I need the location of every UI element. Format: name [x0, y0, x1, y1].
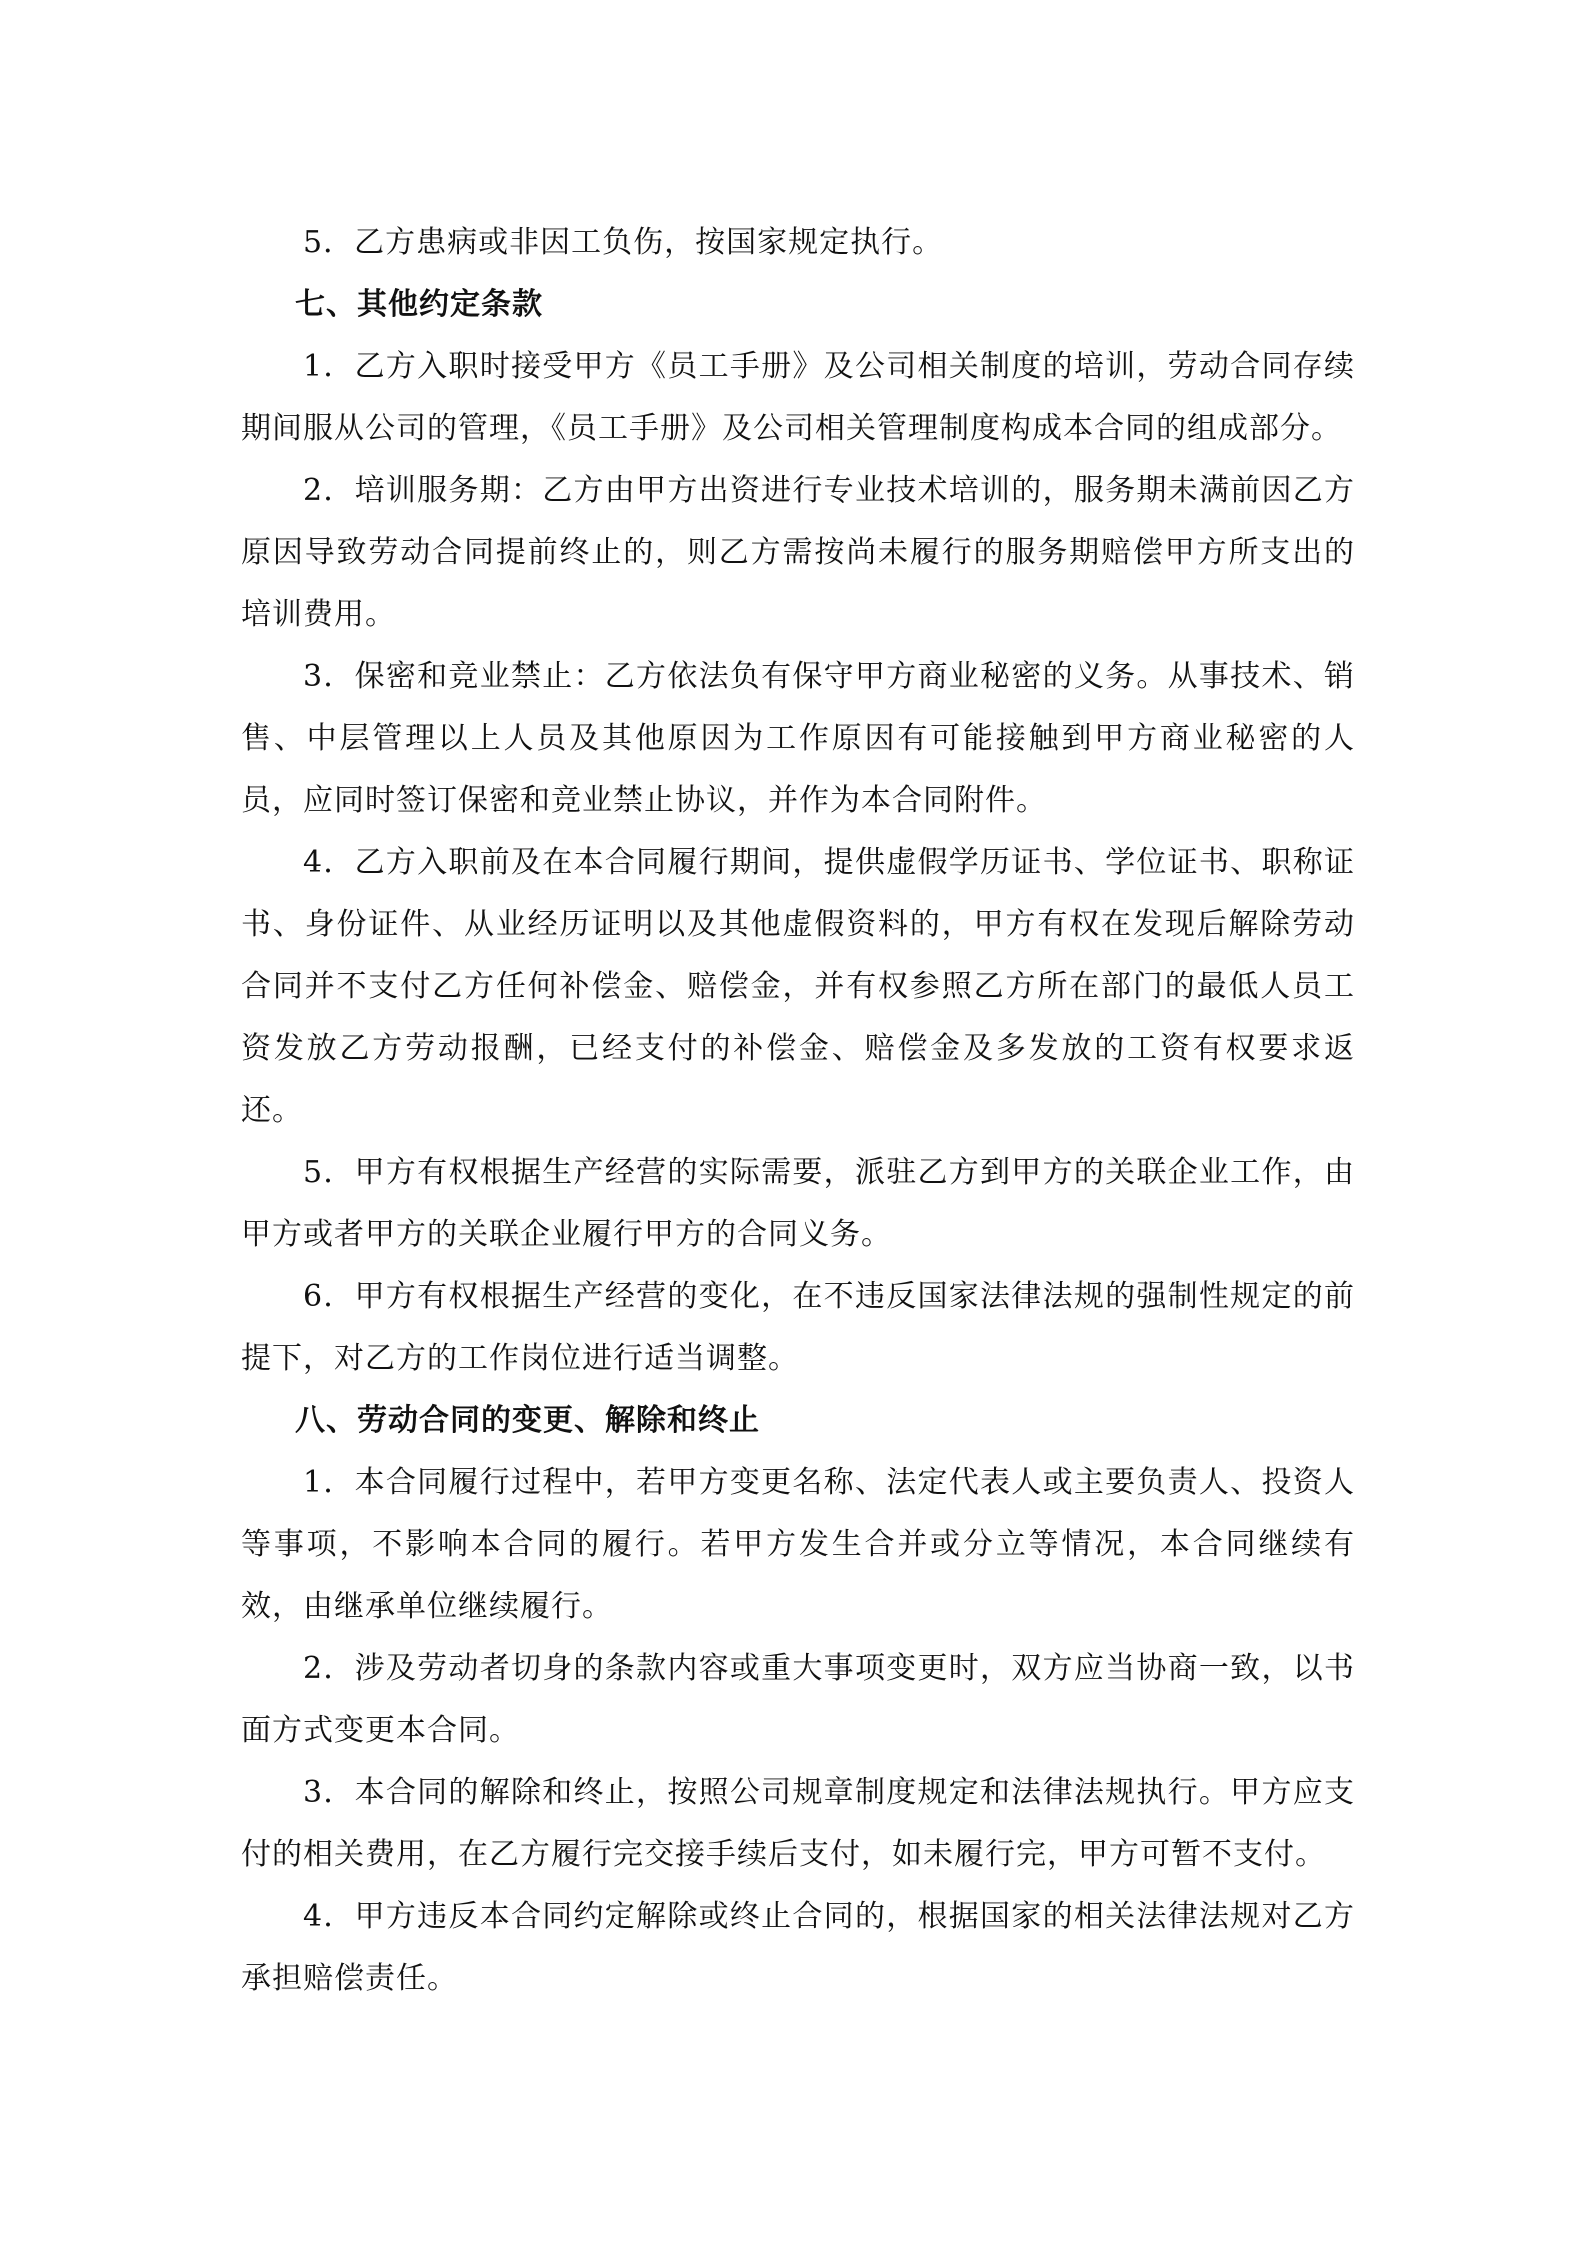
- paragraph-8-2: 2．涉及劳动者切身的条款内容或重大事项变更时，双方应当协商一致，以书面方式变更本合同。: [241, 1651, 1355, 1748]
- paragraph-8-4: 4．甲方违反本合同约定解除或终止合同的，根据国家的相关法律法规对乙方承担赔偿责任。: [241, 1899, 1355, 1996]
- section-heading-8: 八、劳动合同的变更、解除和终止: [295, 1403, 760, 1438]
- section-heading-7: 七、其他约定条款: [295, 287, 543, 322]
- paragraph-7-2: 2．培训服务期：乙方由甲方出资进行专业技术培训的，服务期未满前因乙方原因导致劳动合同提前终止的，则乙方需按尚未履行的服务期赔偿甲方所支出的培训费用。: [241, 473, 1355, 632]
- document-body: [241, 212, 1355, 2010]
- paragraph-6-5: 5．乙方患病或非因工负伤，按国家规定执行。: [303, 225, 944, 260]
- paragraph-7-1: 1．乙方入职时接受甲方《员工手册》及公司相关制度的培训，劳动合同存续期间服从公司的管理，《员工手册》及公司相关管理制度构成本合同的组成部分。: [241, 349, 1355, 446]
- paragraph-8-3: 3．本合同的解除和终止，按照公司规章制度规定和法律法规执行。甲方应支付的相关费用，在乙方履行完交接手续后支付，如未履行完，甲方可暂不支付。: [241, 1775, 1355, 1872]
- paragraph-7-6: 6．甲方有权根据生产经营的变化，在不违反国家法律法规的强制性规定的前提下，对乙方的工作岗位进行适当调整。: [241, 1279, 1355, 1376]
- paragraph-8-1: 1．本合同履行过程中，若甲方变更名称、法定代表人或主要负责人、投资人等事项，不影响本合同的履行。若甲方发生合并或分立等情况，本合同继续有效，由继承单位继续履行。: [241, 1465, 1355, 1624]
- paragraph-7-5: 5．甲方有权根据生产经营的实际需要，派驻乙方到甲方的关联企业工作，由甲方或者甲方的关联企业履行甲方的合同义务。: [241, 1155, 1355, 1252]
- paragraph-7-3: 3．保密和竞业禁止：乙方依法负有保守甲方商业秘密的义务。从事技术、销售、中层管理以上人员及其他原因为工作原因有可能接触到甲方商业秘密的人员，应同时签订保密和竞业禁止协议，并作为本合同附件。: [241, 659, 1355, 818]
- paragraph-7-4: 4．乙方入职前及在本合同履行期间，提供虚假学历证书、学位证书、职称证书、身份证件、从业经历证明以及其他虚假资料的，甲方有权在发现后解除劳动合同并不支付乙方任何补偿金、赔偿金，并有权参照乙方所在部门的最低人员工资发放乙方劳动报酬，已经支付的补偿金、赔偿金及多发放的工资有权要求返还。: [241, 845, 1355, 1128]
